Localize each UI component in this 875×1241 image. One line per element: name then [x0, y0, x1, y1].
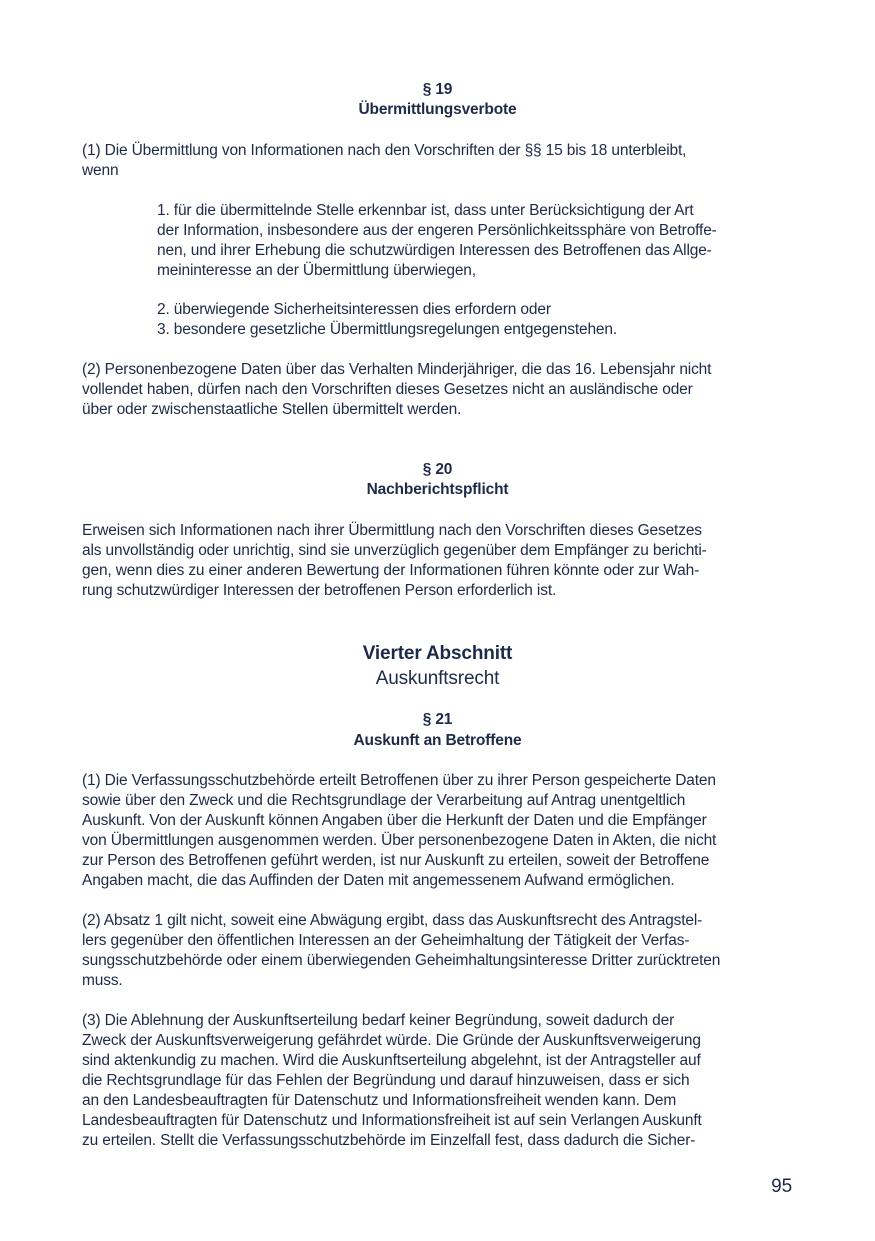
- chapter-subtitle: Auskunftsrecht: [375, 668, 500, 689]
- paragraph-line: (1) Die Übermittlung von Informationen nach den Vorschriften der §§ 15 bis 18 unterbleibt,: [82, 142, 687, 159]
- section-20-number: § 20: [422, 461, 453, 478]
- list-item-line: meininteresse an der Übermittlung überwiegen,: [157, 262, 476, 279]
- paragraph-line: lers gegenüber den öffentlichen Interessen an der Geheimhaltung der Tätigkeit der Verfas-: [82, 932, 690, 949]
- list-item: 3. besondere gesetzliche Übermittlungsregelungen entgegenstehen.: [157, 321, 618, 338]
- section-21-title: Auskunft an Betroffene: [353, 732, 522, 749]
- section-21-number: § 21: [422, 711, 453, 728]
- paragraph-line: gen, wenn dies zu einer anderen Bewertung der Informationen führen könnte oder zur Wah-: [82, 562, 700, 579]
- paragraph-line: Angaben macht, die das Auffinden der Daten mit angemessenem Aufwand ermöglichen.: [82, 872, 675, 889]
- list-item-line: nen, und ihrer Erhebung die schutzwürdigen Interessen des Betroffenen das Allge-: [157, 242, 712, 259]
- paragraph-line: sowie über den Zweck und die Rechtsgrundlage der Verarbeitung auf Antrag unentgeltlich: [82, 792, 686, 809]
- list-item: 2. überwiegende Sicherheitsinteressen dies erfordern oder: [157, 301, 551, 318]
- paragraph-line: wenn: [82, 162, 119, 179]
- paragraph-line: sungsschutzbehörde oder einem überwiegenden Geheimhaltungsinteresse Dritter zurücktreten: [82, 952, 721, 969]
- paragraph-line: (3) Die Ablehnung der Auskunftserteilung bedarf keiner Begründung, soweit dadurch der: [82, 1012, 675, 1029]
- paragraph-line: von Übermittlungen ausgenommen werden. Über personenbezogene Daten in Akten, die nicht: [82, 832, 717, 849]
- paragraph-line: (1) Die Verfassungsschutzbehörde erteilt Betroffenen über zu ihrer Person gespeicherte Daten: [82, 772, 716, 789]
- list-item-line: 1. für die übermittelnde Stelle erkennbar ist, dass unter Berücksichtigung der Art: [157, 202, 694, 219]
- section-20-title: Nachberichtspflicht: [366, 481, 509, 498]
- paragraph-line: Erweisen sich Informationen nach ihrer Übermittlung nach den Vorschriften dieses Gesetzes: [82, 522, 702, 539]
- paragraph-line: die Rechtsgrundlage für das Fehlen der Begründung und darauf hinzuweisen, dass er sich: [82, 1072, 690, 1089]
- paragraph-line: als unvollständig oder unrichtig, sind sie unverzüglich gegenüber dem Empfänger zu berichti-: [82, 542, 707, 559]
- paragraph-line: an den Landesbeauftragten für Datenschutz und Informationsfreiheit wenden kann. Dem: [82, 1092, 677, 1109]
- section-19-title: Übermittlungsverbote: [358, 101, 517, 118]
- paragraph-line: (2) Personenbezogene Daten über das Verhalten Minderjähriger, die das 16. Lebensjahr nicht: [82, 361, 712, 378]
- paragraph-line: (2) Absatz 1 gilt nicht, soweit eine Abwägung ergibt, dass das Auskunftsrecht des Antragstel-: [82, 912, 703, 929]
- paragraph-line: über oder zwischenstaatliche Stellen übermittelt werden.: [82, 401, 462, 418]
- paragraph-line: Zweck der Auskunftsverweigerung gefährdet würde. Die Gründe der Auskunftsverweigerung: [82, 1032, 701, 1049]
- paragraph-line: Auskunft. Von der Auskunft können Angaben über die Herkunft der Daten und die Empfänger: [82, 812, 707, 829]
- paragraph-line: sind aktenkundig zu machen. Wird die Auskunftserteilung abgelehnt, ist der Antragsteller auf: [82, 1052, 701, 1069]
- paragraph-line: rung schutzwürdiger Interessen der betroffenen Person erforderlich ist.: [82, 582, 557, 599]
- paragraph-line: Landesbeauftragten für Datenschutz und Informationsfreiheit ist auf sein Verlangen Auskunft: [82, 1112, 702, 1129]
- list-item-line: der Information, insbesondere aus der engeren Persönlichkeitssphäre von Betroffe-: [157, 222, 717, 239]
- paragraph-line: zu erteilen. Stellt die Verfassungsschutzbehörde im Einzelfall fest, dass dadurch die Sicher-: [82, 1132, 696, 1149]
- page-number: 95: [771, 1176, 792, 1197]
- paragraph-line: zur Person des Betroffenen geführt werden, ist nur Auskunft zu erteilen, soweit der Betroffene: [82, 852, 710, 869]
- chapter-title: Vierter Abschnitt: [362, 643, 513, 664]
- paragraph-line: muss.: [82, 972, 123, 989]
- section-19-number: § 19: [422, 81, 453, 98]
- paragraph-line: vollendet haben, dürfen nach den Vorschriften dieses Gesetzes nicht an ausländische oder: [82, 381, 693, 398]
